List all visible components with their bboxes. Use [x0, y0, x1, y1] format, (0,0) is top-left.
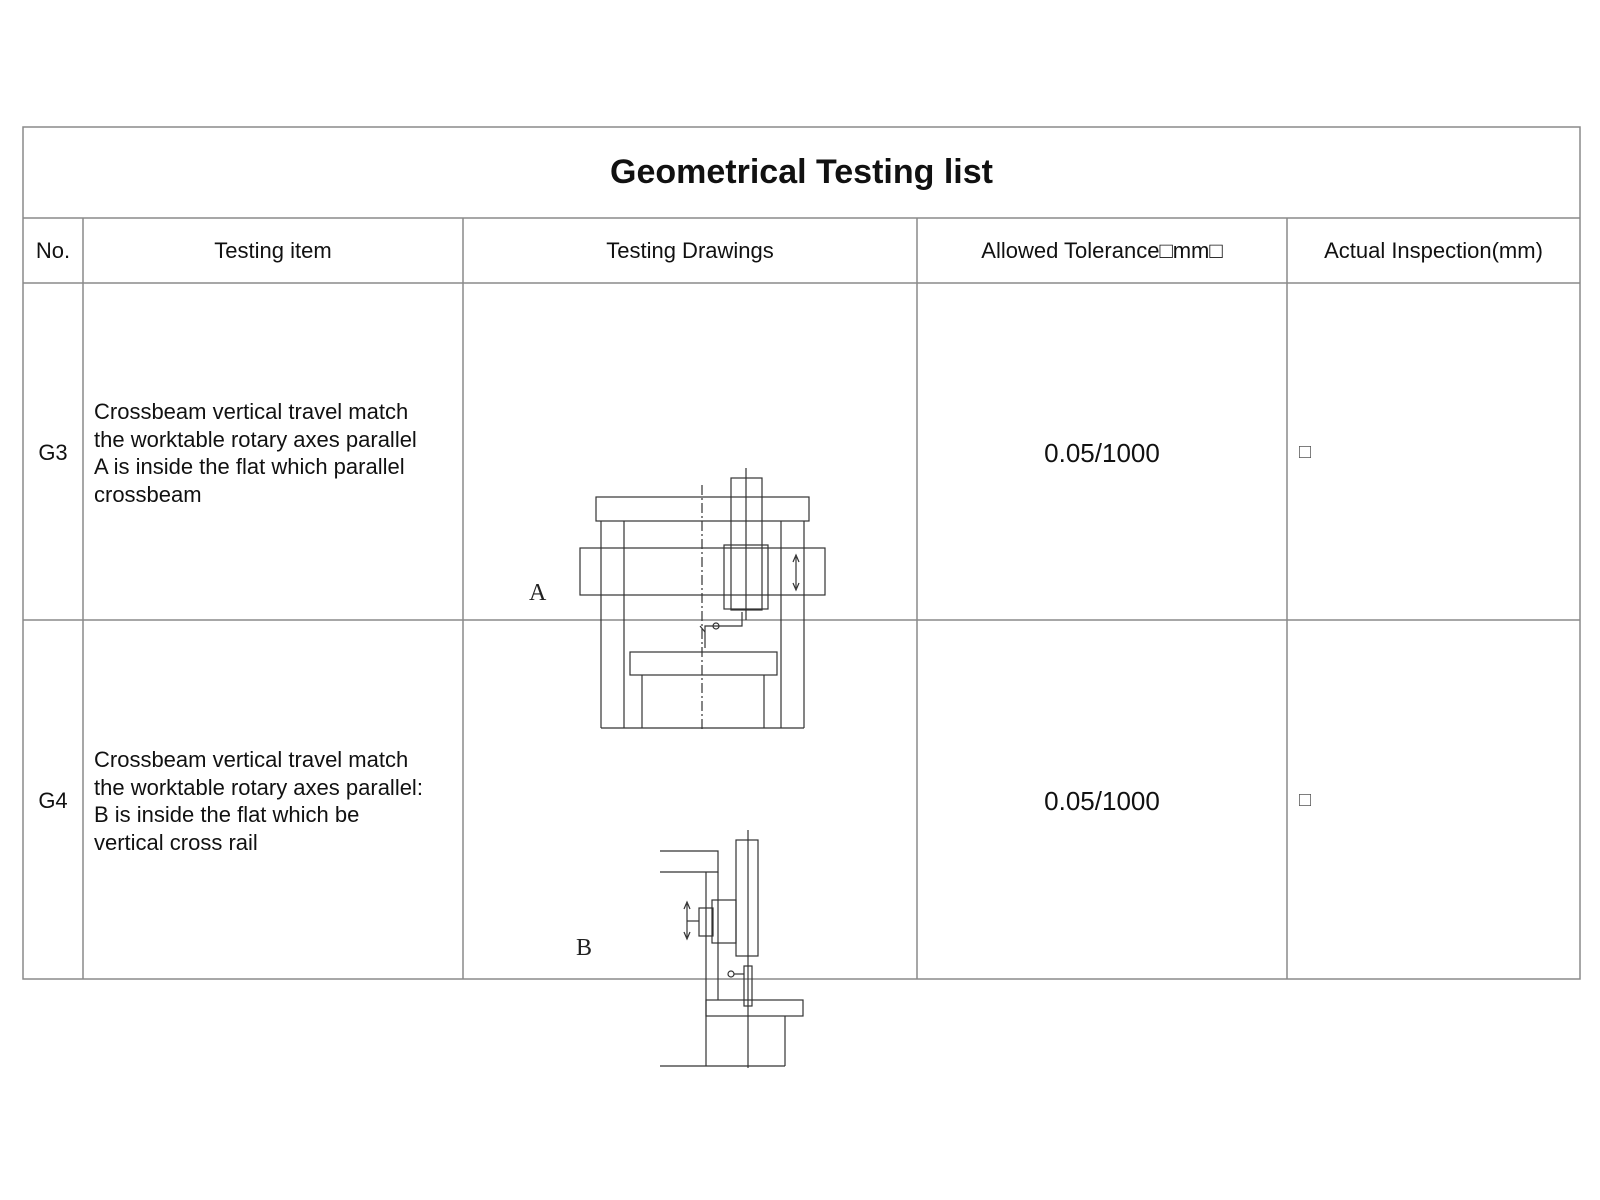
testing-item-line: B is inside the flat which be: [94, 802, 360, 827]
row-number: G4: [38, 788, 68, 813]
header-no: No.: [35, 238, 71, 263]
drawing-label-b: B: [576, 935, 593, 961]
header-testing-drawings: Testing Drawings: [606, 238, 774, 263]
testing-item-line: the worktable rotary axes parallel:: [94, 774, 423, 800]
drawing-label-a: A: [529, 580, 547, 606]
testing-item-line: crossbeam: [94, 481, 202, 507]
testing-item-line: Crossbeam vertical travel match: [94, 399, 409, 424]
testing-item-line: vertical cross rail: [94, 829, 258, 855]
testing-item-line: A is inside the flat which parallel: [94, 454, 405, 479]
testing-item-line: Crossbeam vertical travel match: [94, 747, 409, 772]
actual-inspection-checkbox[interactable]: □: [1299, 441, 1312, 463]
row-number: G3: [38, 440, 68, 465]
header-allowed-tolerance: Allowed Tolerance□mm□: [981, 238, 1223, 263]
allowed-tolerance-value: 0.05/1000: [1044, 437, 1160, 468]
header-actual-inspection: Actual Inspection(mm): [1324, 238, 1543, 263]
actual-inspection-checkbox[interactable]: □: [1299, 789, 1312, 811]
allowed-tolerance-value: 0.05/1000: [1044, 785, 1160, 816]
page-title: Geometrical Testing list: [610, 153, 993, 191]
testing-item-line: the worktable rotary axes parallel: [94, 426, 417, 452]
header-testing-item: Testing item: [214, 238, 332, 263]
